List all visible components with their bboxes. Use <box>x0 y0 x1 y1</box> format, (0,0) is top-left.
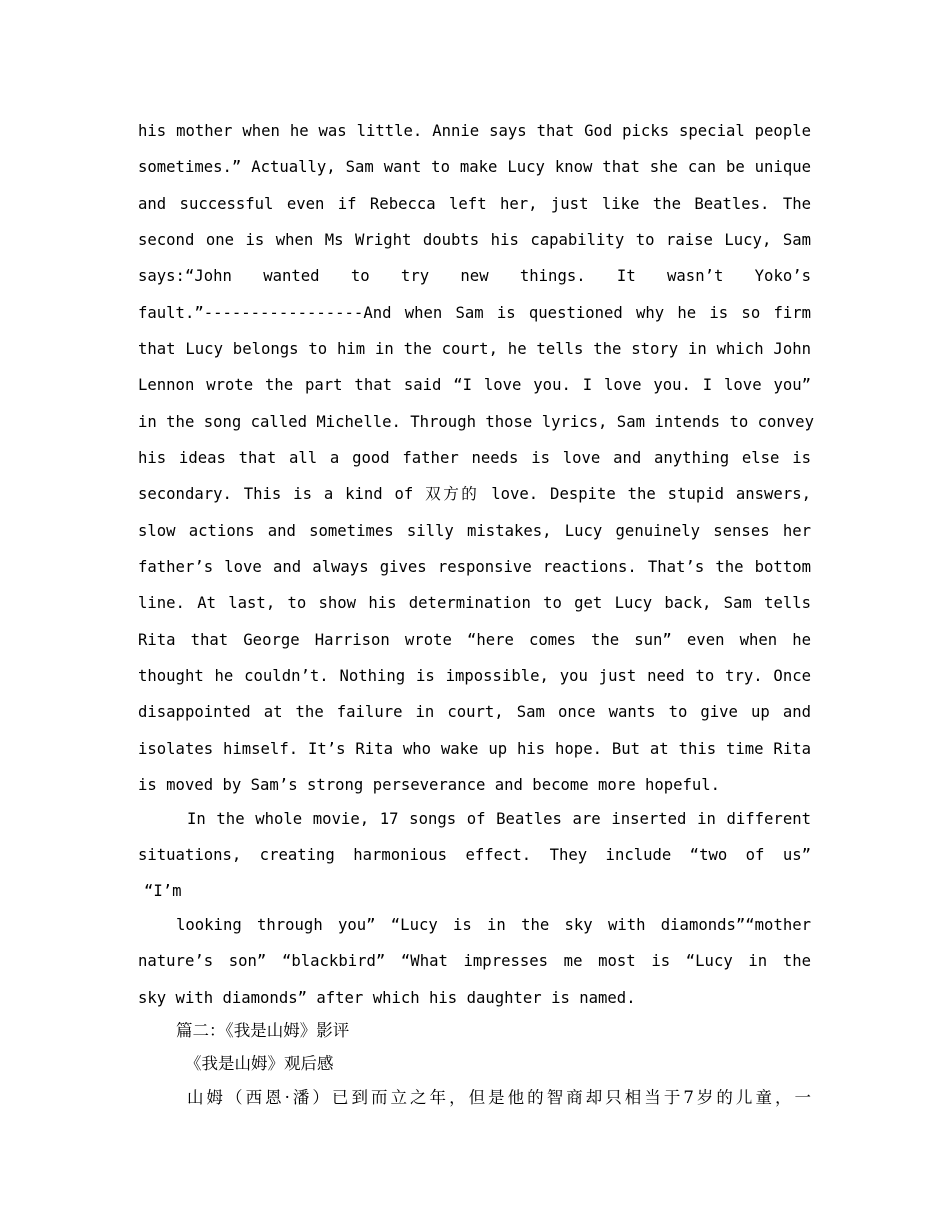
text-line: and successful even if Rebecca left her, just like the Beatles. The <box>138 195 811 213</box>
text-line: secondary. This is a kind of 双方的 love. Despite the stupid answers, <box>138 485 811 503</box>
text-line: second one is when Ms Wright doubts his capability to raise Lucy, Sam <box>138 231 811 249</box>
paragraph-line: looking through you” “Lucy is in the sky with diamonds”“mother <box>176 916 811 934</box>
text-line: sometimes.” Actually, Sam want to make Lucy know that she can be unique <box>138 158 811 176</box>
text-line: father’s love and always gives responsive reactions. That’s the bottom <box>138 558 811 576</box>
section-heading: 篇二：《我是山姆》影评 <box>176 1021 350 1040</box>
text-line: Rita that George Harrison wrote “here comes the sun” even when he <box>138 631 811 649</box>
text-line: line. At last, to show his determination to get Lucy back, Sam tells <box>138 594 811 612</box>
text-line: his ideas that all a good father needs is love and anything else is <box>138 449 811 467</box>
paragraph-line: “I’m <box>144 882 182 900</box>
text-line: says:“John wanted to try new things. It wasn’t Yoko’s <box>138 267 811 285</box>
paragraph-line: situations, creating harmonious effect. They include “two of us” <box>138 846 811 864</box>
text-line: slow actions and sometimes silly mistakes, Lucy genuinely senses her <box>138 522 811 540</box>
text-line: thought he couldn’t. Nothing is impossible, you just need to try. Once <box>138 667 811 685</box>
paragraph-line: nature’s son” “blackbird” “What impresses me most is “Lucy in the <box>138 952 811 970</box>
paragraph-line: sky with diamonds” after which his daughter is named. <box>138 989 636 1007</box>
text-line: isolates himself. It’s Rita who wake up his hope. But at this time Rita <box>138 740 811 758</box>
section-subheading: 《我是山姆》观后感 <box>185 1054 334 1073</box>
text-line: his mother when he was little. Annie says that God picks special people <box>138 122 811 140</box>
text-line: fault.”-----------------And when Sam is questioned why he is so firm <box>138 304 811 322</box>
text-line: that Lucy belongs to him in the court, he tells the story in which John <box>138 340 811 358</box>
text-line: in the song called Michelle. Through those lyrics, Sam intends to convey <box>138 413 814 431</box>
text-line: is moved by Sam’s strong perseverance and become more hopeful. <box>138 776 721 794</box>
chinese-text-line: 山姆（西恩·潘）已到而立之年，但是他的智商却只相当于7岁的儿童，一 <box>187 1088 811 1107</box>
text-line: disappointed at the failure in court, Sam once wants to give up and <box>138 703 811 721</box>
paragraph-line: In the whole movie, 17 songs of Beatles are inserted in different <box>187 810 811 828</box>
text-line: Lennon wrote the part that said “I love you. I love you. I love you” <box>138 376 811 394</box>
